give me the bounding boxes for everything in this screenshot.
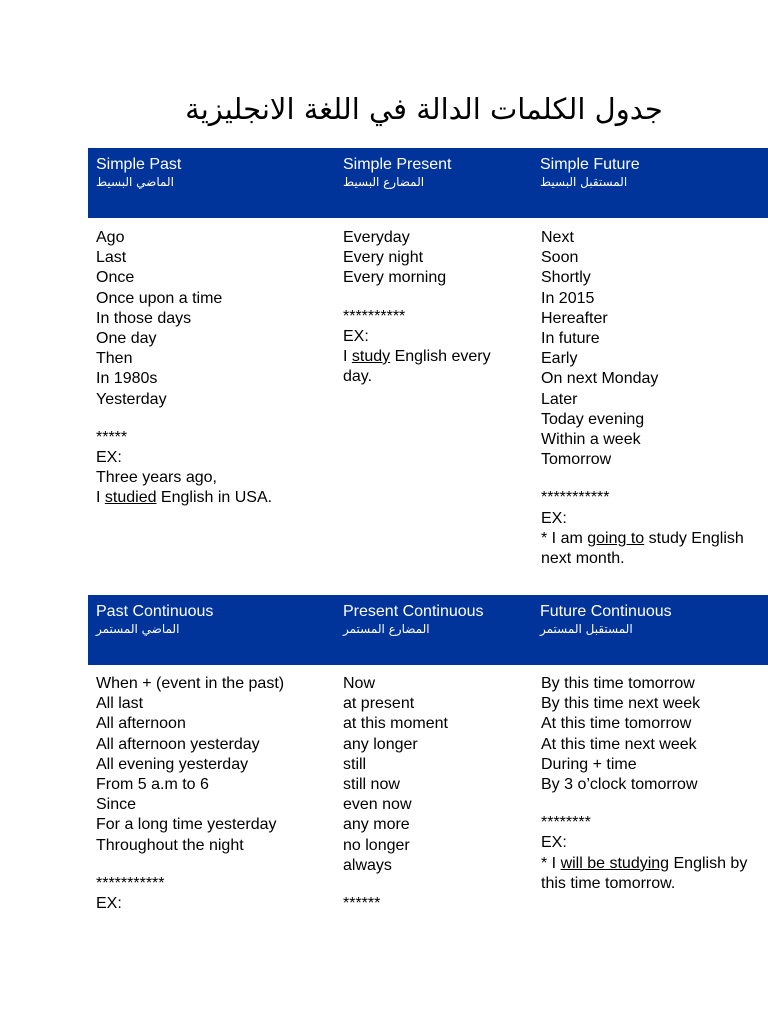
list-item: Ago bbox=[96, 229, 125, 246]
list-item: Yesterday bbox=[96, 390, 167, 408]
list-item: Tomorrow bbox=[541, 451, 612, 469]
list-item: Early bbox=[541, 350, 578, 368]
list-item: Today evening bbox=[541, 410, 645, 428]
simple-past-column bbox=[96, 228, 272, 509]
word-list bbox=[96, 674, 284, 856]
word-list bbox=[343, 674, 448, 876]
example-label: EX: bbox=[541, 834, 567, 852]
header-en: Future Continuous bbox=[540, 603, 672, 620]
example-label: EX: bbox=[96, 449, 122, 467]
example-line: next month. bbox=[541, 550, 625, 568]
list-item: Next bbox=[541, 229, 574, 246]
header-ar: المستقبل البسيط bbox=[540, 175, 628, 189]
header-en: Past Continuous bbox=[96, 603, 214, 620]
separator-stars: ******** bbox=[541, 814, 591, 832]
list-item: On next Monday bbox=[541, 370, 659, 388]
list-item: Then bbox=[96, 350, 133, 368]
example-post: study English bbox=[644, 529, 744, 547]
list-item: Once upon a time bbox=[96, 289, 223, 307]
list-item: any longer bbox=[343, 735, 418, 753]
header-en: Simple Past bbox=[96, 156, 182, 173]
header-ar: الماضي المستمر bbox=[96, 622, 180, 636]
example-label: EX: bbox=[343, 327, 369, 345]
separator-stars: ***** bbox=[96, 428, 128, 446]
list-item: By this time next week bbox=[541, 695, 701, 713]
list-item: Throughout the night bbox=[96, 836, 244, 854]
list-item: For a long time yesterday bbox=[96, 816, 277, 834]
header-en: Simple Present bbox=[343, 156, 452, 173]
example-verb: studied bbox=[104, 489, 157, 507]
list-item: still bbox=[343, 755, 367, 773]
example-pre: I bbox=[96, 489, 105, 507]
list-item: Once bbox=[96, 269, 135, 287]
separator-stars: *********** bbox=[96, 874, 165, 892]
example-label: EX: bbox=[541, 509, 567, 527]
list-item: Soon bbox=[541, 249, 579, 267]
header-simple-future bbox=[540, 155, 640, 190]
list-item: even now bbox=[343, 796, 412, 814]
list-item: By 3 o’clock tomorrow bbox=[541, 776, 698, 794]
header-simple-past bbox=[96, 155, 181, 190]
list-item: Shortly bbox=[541, 269, 591, 287]
list-item: In future bbox=[541, 330, 600, 348]
header-ar: المضارع المستمر bbox=[343, 622, 430, 636]
list-item: still now bbox=[343, 776, 400, 794]
example-pre: * I bbox=[541, 854, 561, 872]
list-item: At this time tomorrow bbox=[541, 715, 692, 733]
header-en: Simple Future bbox=[540, 156, 640, 173]
list-item: always bbox=[343, 856, 392, 874]
simple-future-column bbox=[541, 228, 744, 569]
list-item: All afternoon bbox=[96, 715, 186, 733]
example-label: EX: bbox=[96, 895, 122, 913]
example-line: day. bbox=[343, 368, 373, 386]
example-sentence bbox=[541, 529, 744, 549]
list-item: By this time tomorrow bbox=[541, 675, 695, 692]
header-ar: الماضي البسيط bbox=[96, 175, 174, 189]
header-ar: المستقبل المستمر bbox=[540, 622, 633, 636]
list-item: All afternoon yesterday bbox=[96, 735, 260, 753]
example-verb: study bbox=[351, 348, 391, 366]
page-title: جدول الكلمات الدالة في اللغة الانجليزية bbox=[185, 92, 663, 126]
example-verb: will be studying bbox=[560, 854, 670, 872]
list-item: at present bbox=[343, 695, 415, 713]
example-pre: * I am bbox=[541, 529, 588, 547]
example-line: Three years ago, bbox=[96, 469, 217, 487]
list-item: In 2015 bbox=[541, 289, 595, 307]
header-band-continuous bbox=[88, 595, 768, 665]
list-item: Every night bbox=[343, 249, 424, 267]
example-post: English by bbox=[669, 854, 748, 872]
example-line: this time tomorrow. bbox=[541, 874, 676, 892]
list-item: Every morning bbox=[343, 269, 447, 287]
example-sentence bbox=[541, 854, 747, 874]
example-sentence bbox=[343, 347, 491, 367]
list-item: any more bbox=[343, 816, 410, 834]
example-post: English every bbox=[390, 348, 491, 366]
separator-stars: ********** bbox=[343, 307, 406, 325]
list-item: no longer bbox=[343, 836, 410, 854]
example-post: English in USA. bbox=[156, 489, 273, 507]
list-item: Hereafter bbox=[541, 309, 608, 327]
separator-stars: ****** bbox=[343, 895, 381, 913]
header-past-continuous bbox=[96, 602, 213, 637]
header-present-continuous bbox=[343, 602, 484, 637]
word-list bbox=[541, 674, 747, 795]
word-list bbox=[343, 228, 491, 289]
header-en: Present Continuous bbox=[343, 603, 484, 620]
list-item: Since bbox=[96, 796, 137, 814]
future-continuous-column bbox=[541, 674, 747, 894]
header-ar: المضارع البسيط bbox=[343, 175, 425, 189]
present-continuous-column bbox=[343, 674, 448, 914]
past-continuous-column bbox=[96, 674, 284, 914]
list-item: Everyday bbox=[343, 229, 410, 246]
header-future-continuous bbox=[540, 602, 672, 637]
simple-present-column bbox=[343, 228, 491, 387]
word-list bbox=[541, 228, 744, 470]
list-item: In those days bbox=[96, 309, 192, 327]
list-item: Within a week bbox=[541, 431, 641, 449]
example-pre: I bbox=[343, 348, 352, 366]
example-sentence bbox=[96, 488, 272, 508]
list-item: Last bbox=[96, 249, 127, 267]
list-item: at this moment bbox=[343, 715, 448, 733]
list-item: When + (event in the past) bbox=[96, 675, 285, 692]
word-list bbox=[96, 228, 272, 410]
list-item: At this time next week bbox=[541, 735, 697, 753]
list-item: One day bbox=[96, 330, 157, 348]
list-item: In 1980s bbox=[96, 370, 158, 388]
list-item: From 5 a.m to 6 bbox=[96, 776, 209, 794]
header-simple-present bbox=[343, 155, 452, 190]
example-verb: going to bbox=[587, 529, 645, 547]
header-band-simple bbox=[88, 148, 768, 218]
list-item: Now bbox=[343, 675, 376, 692]
list-item: All last bbox=[96, 695, 144, 713]
list-item: All evening yesterday bbox=[96, 755, 249, 773]
separator-stars: *********** bbox=[541, 489, 610, 507]
list-item: During + time bbox=[541, 755, 637, 773]
list-item: Later bbox=[541, 390, 578, 408]
